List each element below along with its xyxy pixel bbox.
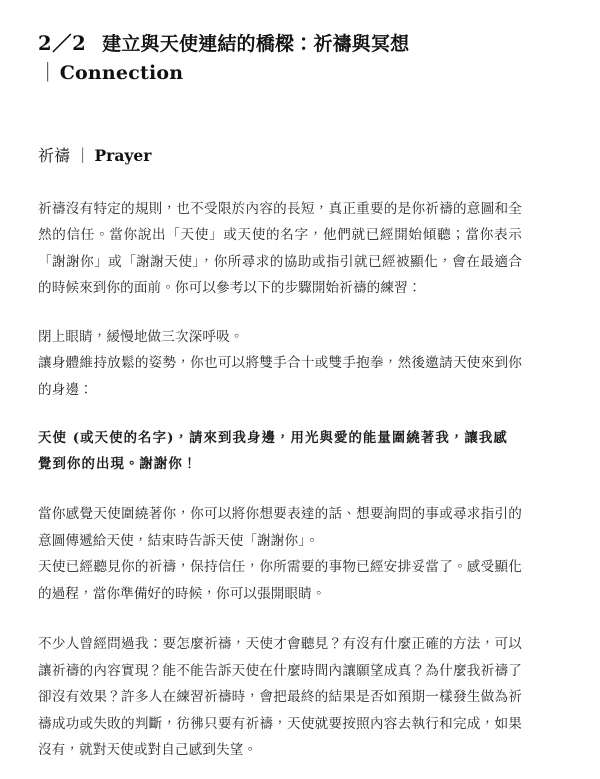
spacer-prayer-after [38, 477, 522, 501]
paragraph-after-1: 當你感覺天使圍繞著你，你可以將你想要表達的話、想要詢問的事或尋求指引的意圖傳遞給天使，結束時告訴天使「謝謝你」。 [38, 506, 522, 549]
page-title [38, 30, 522, 87]
paragraph-step-1: 閉上眼睛，緩慢地做三次深呼吸。 [38, 328, 244, 345]
spacer-steps-prayer [38, 403, 522, 425]
paragraph-prayer-invocation: 天使 (或天使的名字)，請來到我身邊，用光與愛的能量圍繞著我，讓我感覺到你的出現。謝謝你！ [38, 430, 508, 473]
paragraph-intro: 祈禱沒有特定的規則，也不受限於內容的長短，真正重要的是你祈禱的意圖和全然的信任。當你說出「天使」或天使的名字，他們就已經開始傾聽；當你表示「謝謝你」或「謝謝天使」，你所尋求的協助或指引就已經被顯化，會在最適合的時候來到你的面前。你可以參考以下的步驟開始祈禱的練習： [38, 200, 522, 297]
chapter-number: 2／2 [38, 32, 87, 55]
section-title-zh: 祈禱 [38, 145, 71, 165]
heading-second-line [38, 59, 522, 87]
chapter-title-en: Connection [59, 61, 184, 84]
document-content [38, 30, 522, 764]
spacer-heading-section [38, 87, 522, 145]
heading-divider-bar: ｜ [38, 60, 58, 84]
section-divider-bar: ｜ [75, 146, 91, 165]
section-title [38, 145, 522, 168]
spacer-section-intro [38, 168, 522, 196]
section-title-en: Prayer [94, 145, 152, 165]
paragraph-step-2: 讓身體維持放鬆的姿勢，你也可以將雙手合十或雙手抱拳，然後邀請天使來到你的身邊： [38, 355, 522, 398]
paragraph-questions: 不少人曾經問過我：要怎麼祈禱，天使才會聽見？有沒有什麼正確的方法，可以讓祈禱的內容實現？能不能告訴天使在什麼時間內讓願望成真？為什麼我祈禱了卻沒有效果？許多人在練習祈禱時，會把最終的結果是否如預期一樣發生做為祈禱成功或失敗的判斷，彷彿只要有祈禱，天使就要按照內容去執行和完成，如果沒有，就對天使或對自己感到失望。 [38, 636, 522, 759]
spacer-intro-steps [38, 302, 522, 324]
spacer-after-questions [38, 607, 522, 631]
paragraph-after-2: 天使已經聽見你的祈禱，保持信任，你所需要的事物已經安排妥當了。感受顯化的過程，當你準備好的時候，你可以張開眼睛。 [38, 559, 522, 602]
chapter-title-zh: 建立與天使連結的橋樑：祈禱與冥想 [102, 33, 410, 55]
